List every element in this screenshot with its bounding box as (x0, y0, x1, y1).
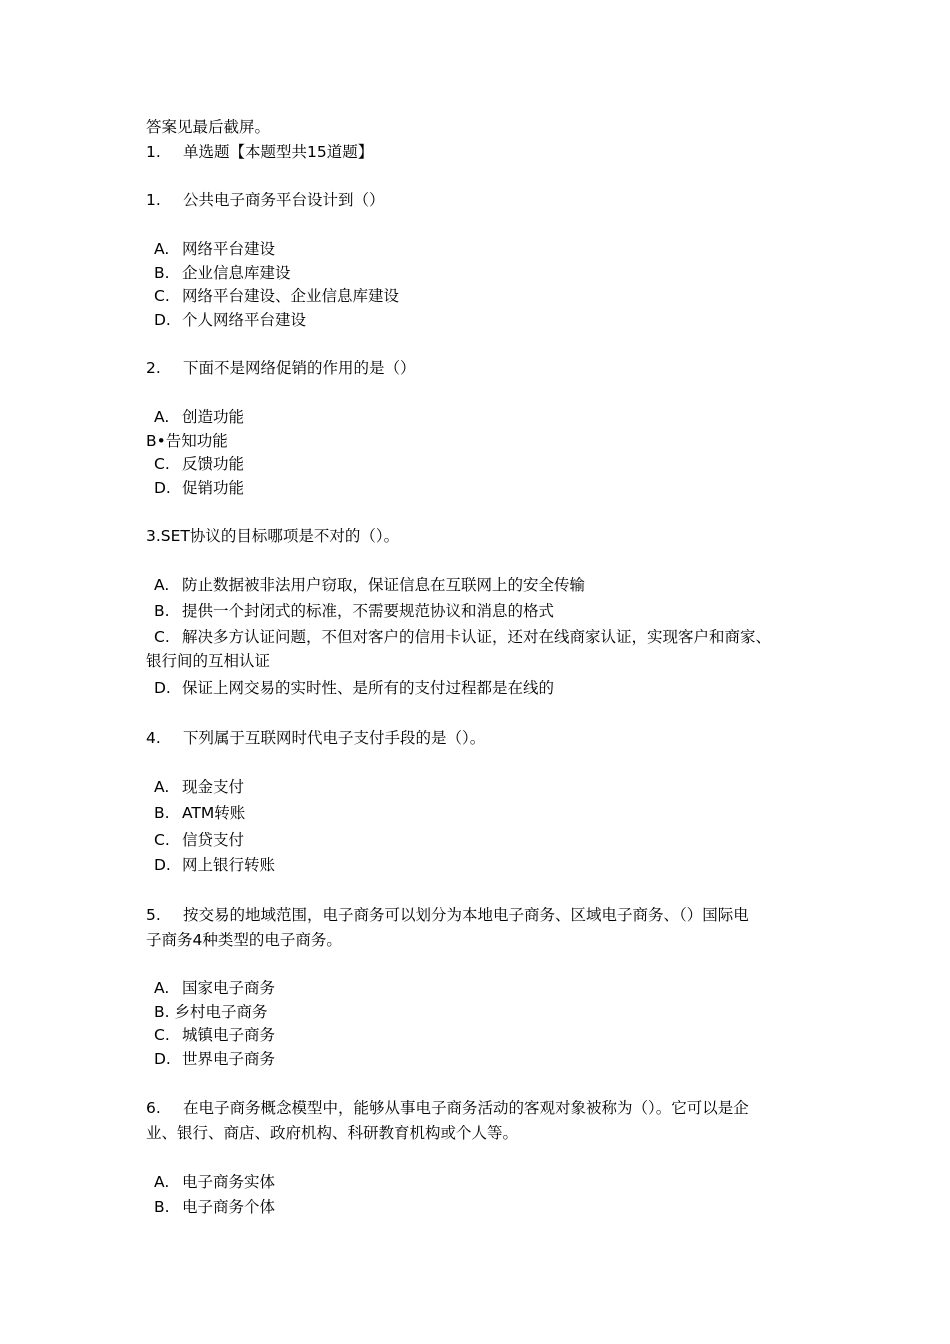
option-letter: C. (154, 287, 170, 305)
section-number: 1. (146, 143, 161, 161)
option-text: 国家电子商务 (182, 979, 276, 997)
question-3 (146, 525, 399, 547)
option-2b (146, 430, 228, 452)
option-letter: A. (154, 408, 170, 426)
option-1d (154, 309, 306, 331)
option-text: 解决多方认证问题，不但对客户的信用卡认证，还对在线商家认证，实现客户和商家、 (182, 628, 772, 646)
option-letter: B. (154, 602, 170, 620)
option-letter: A. (154, 979, 170, 997)
option-text: 网上银行转账 (182, 856, 276, 874)
question-text: 公共电子商务平台设计到（） (183, 191, 385, 209)
option-text: 反馈功能 (182, 455, 245, 473)
option-letter: B. (154, 804, 170, 822)
option-letter: D. (154, 1050, 171, 1068)
question-5-continued: 子商务4种类型的电子商务。 (146, 931, 342, 949)
option-letter: D. (154, 479, 171, 497)
option-4c (154, 829, 244, 851)
option-text: 世界电子商务 (182, 1050, 276, 1068)
option-1a (154, 238, 275, 260)
option-text: 个人网络平台建设 (182, 311, 307, 329)
option-letter: C. (154, 455, 170, 473)
option-1c (154, 285, 399, 307)
option-text: 城镇电子商务 (182, 1026, 276, 1044)
option-letter: C. (154, 628, 170, 646)
option-1b (154, 262, 291, 284)
option-text: 保证上网交易的实时性、是所有的支付过程都是在线的 (182, 679, 555, 697)
question-number: 5. (146, 906, 161, 924)
question-number: 2. (146, 359, 161, 377)
option-letter: D. (154, 856, 171, 874)
option-5b (154, 1001, 268, 1023)
option-text: 电子商务实体 (182, 1173, 276, 1191)
section-heading (146, 141, 373, 163)
option-text: 防止数据被非法用户窃取，保证信息在互联网上的安全传输 (182, 576, 586, 594)
option-text: 创造功能 (182, 408, 245, 426)
option-4d (154, 854, 275, 876)
option-2a (154, 406, 244, 428)
question-6 (146, 1097, 749, 1119)
option-3a (154, 574, 585, 596)
question-6-continued: 业、银行、商店、政府机构、科研教育机构或个人等。 (146, 1124, 519, 1142)
section-title: 单选题【本题型共15道题】 (183, 143, 374, 161)
option-letter: C. (154, 831, 170, 849)
question-number: 4. (146, 729, 161, 747)
option-text: 网络平台建设 (182, 240, 276, 258)
question-number: 3. (146, 527, 161, 545)
question-number: 6. (146, 1099, 161, 1117)
question-2 (146, 357, 416, 379)
question-text: 下列属于互联网时代电子支付手段的是（）。 (183, 729, 486, 747)
option-text: 促销功能 (182, 479, 245, 497)
option-letter: B. (154, 1198, 170, 1216)
intro-text: 答案见最后截屏。 (146, 118, 271, 136)
option-2d (154, 477, 244, 499)
option-text: 网络平台建设、企业信息库建设 (182, 287, 400, 305)
option-letter: D. (154, 311, 171, 329)
option-5a (154, 977, 275, 999)
option-6a (154, 1171, 275, 1193)
question-1 (146, 189, 385, 211)
option-text: 乡村电子商务 (174, 1003, 268, 1021)
option-letter: C. (154, 1026, 170, 1044)
option-letter: A. (154, 1173, 170, 1191)
option-2c (154, 453, 244, 475)
option-letter: A. (154, 576, 170, 594)
option-text: 企业信息库建设 (182, 264, 291, 282)
question-text: 在电子商务概念模型中，能够从事电子商务活动的客观对象被称为（）。它可以是企 (183, 1099, 749, 1117)
option-3c (154, 626, 771, 648)
option-6b (154, 1196, 275, 1218)
question-text: SET协议的目标哪项是不对的（）。 (160, 527, 400, 545)
question-4 (146, 727, 485, 749)
question-text: 下面不是网络促销的作用的是（） (183, 359, 416, 377)
option-text: 信贷支付 (182, 831, 245, 849)
option-letter: A. (154, 778, 170, 796)
question-5 (146, 904, 749, 926)
option-3c-continued: 银行间的互相认证 (146, 652, 271, 670)
option-letter: D. (154, 679, 171, 697)
option-5c (154, 1024, 275, 1046)
question-text: 按交易的地域范围，电子商务可以划分为本地电子商务、区域电子商务、（）国际电 (183, 906, 749, 924)
option-4b (154, 802, 245, 824)
option-text: 告知功能 (165, 432, 228, 450)
option-letter: B. (154, 1003, 170, 1021)
option-4a (154, 776, 244, 798)
option-text: 提供一个封闭式的标准，不需要规范协议和消息的格式 (182, 602, 555, 620)
option-letter: A. (154, 240, 170, 258)
option-3d (154, 677, 554, 699)
option-3b (154, 600, 554, 622)
option-text: 现金支付 (182, 778, 245, 796)
option-letter: B. (154, 264, 170, 282)
option-5d (154, 1048, 275, 1070)
option-text: ATM转账 (182, 804, 246, 822)
question-number: 1. (146, 191, 161, 209)
option-text: 电子商务个体 (182, 1198, 276, 1216)
option-letter: B• (146, 432, 166, 450)
